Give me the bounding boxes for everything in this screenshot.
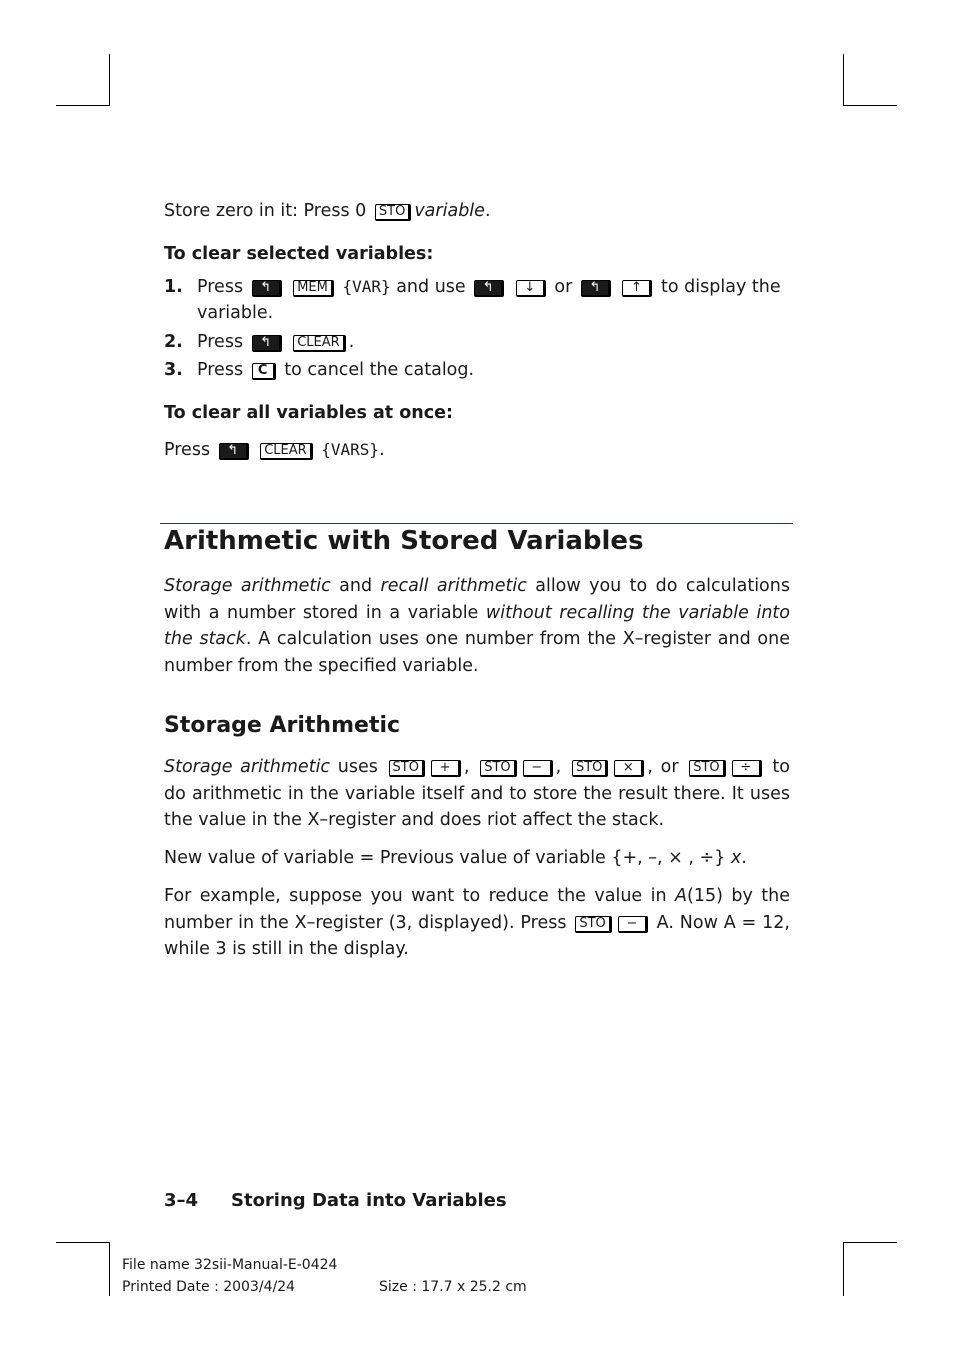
var-menu: {VAR} — [342, 277, 391, 296]
step-2 — [164, 331, 790, 353]
subsection-title: Storage Arithmetic — [164, 713, 401, 738]
body-text: and — [330, 576, 381, 596]
section-rule — [160, 523, 793, 524]
divide-key: ÷ — [732, 760, 762, 777]
body-text: For example, suppose you want to reduce the value in — [164, 886, 676, 906]
sto-key: STO — [389, 760, 425, 777]
step-text — [197, 331, 354, 353]
step-1 — [164, 276, 790, 326]
clear-selected-heading: To clear selected variables: — [164, 244, 434, 264]
body-text: allow you to do calculations with a number stored in a variable — [164, 576, 790, 623]
shift-key: ↰ — [474, 280, 504, 297]
x-var: x — [730, 848, 742, 868]
down-arrow-key: ↓ — [516, 280, 546, 297]
shift-key: ↰ — [581, 280, 611, 297]
var-a: A — [675, 886, 687, 906]
period: . — [741, 848, 747, 868]
step-text — [197, 276, 781, 298]
crop-mark — [56, 1242, 110, 1243]
minus-key: − — [523, 760, 553, 777]
crop-mark — [56, 105, 110, 106]
sto-key: STO — [572, 760, 608, 777]
shift-key: ↰ — [252, 335, 282, 352]
period: . — [379, 440, 385, 460]
formula-text: New value of variable = Previous value of variable {+, –, × , ÷} — [164, 848, 726, 868]
press-text: Press — [197, 277, 244, 297]
print-size: Size : 17.7 x 25.2 cm — [379, 1279, 527, 1295]
shift-key: ↰ — [219, 443, 249, 460]
step-number: 1. — [164, 277, 183, 297]
up-arrow-key: ↑ — [622, 280, 652, 297]
display-text: to display the — [661, 277, 781, 297]
formula-line — [164, 847, 747, 869]
store-zero-line — [164, 200, 491, 222]
step-3 — [164, 359, 790, 381]
sto-key: STO — [480, 760, 516, 777]
body-text: (15) by the number in the X–register (3, displayed). Press — [164, 886, 790, 933]
c-key: C — [252, 363, 276, 380]
clear-key: CLEAR — [260, 443, 312, 460]
or-text: , or — [647, 757, 679, 777]
times-key: × — [614, 760, 644, 777]
cancel-text: to cancel the catalog. — [284, 360, 475, 380]
press-text: Press — [197, 360, 244, 380]
em-text: Storage arithmetic — [164, 576, 331, 596]
clear-all-line — [164, 439, 385, 461]
body-text: arithmetic in the variable itself and to store the result there. It uses the value in the X–register and does riot affect the stack. — [164, 783, 790, 830]
plus-key: + — [431, 760, 461, 777]
comma: , — [463, 757, 470, 777]
body-text: uses — [337, 757, 378, 777]
crop-mark — [109, 1242, 110, 1296]
sto-key: STO — [575, 916, 611, 933]
sto-key: STO — [375, 204, 411, 221]
sto-key: STO — [689, 760, 725, 777]
or-text: or — [554, 277, 573, 297]
clear-all-heading: To clear all variables at once: — [164, 403, 453, 423]
body-text: A. Now A = 12, while 3 is still in the display. — [164, 912, 790, 959]
chapter-title: Storing Data into Variables — [231, 1190, 507, 1211]
press-text: Press — [164, 440, 211, 460]
crop-mark — [843, 105, 897, 106]
storage-paragraph — [164, 754, 790, 834]
page-number: 3–4 — [164, 1190, 199, 1211]
variable-text: variable — [414, 201, 485, 221]
crop-mark — [843, 1242, 844, 1296]
step-cont: variable. — [197, 303, 274, 323]
printed-date: Printed Date : 2003/4/24 — [122, 1279, 296, 1295]
em-text: recall arithmetic — [380, 576, 527, 596]
step-number: 3. — [164, 360, 183, 380]
comma: , — [555, 757, 562, 777]
file-name: File name 32sii-Manual-E-0424 — [122, 1257, 338, 1273]
section-title: Arithmetic with Stored Variables — [164, 526, 644, 556]
clear-key: CLEAR — [293, 335, 345, 352]
store-zero-text: Store zero in it: Press 0 — [164, 201, 367, 221]
minus-key: − — [618, 916, 648, 933]
section-paragraph — [164, 573, 790, 679]
crop-mark — [843, 54, 844, 106]
period: . — [484, 201, 491, 221]
crop-mark — [843, 1242, 897, 1243]
and-use-text: and use — [396, 277, 466, 297]
vars-menu: {VARS} — [321, 440, 380, 459]
example-paragraph — [164, 883, 790, 963]
shift-key: ↰ — [252, 280, 282, 297]
step-text — [197, 359, 474, 381]
mem-key: MEM — [293, 280, 334, 297]
step-number: 2. — [164, 332, 183, 352]
press-text: Press — [197, 332, 244, 352]
em-text: Storage arithmetic — [164, 757, 331, 777]
crop-mark — [109, 54, 110, 106]
body-text: to do — [164, 757, 790, 804]
em-text: without recalling the variable into the stack — [164, 602, 790, 649]
period: . — [348, 332, 355, 352]
body-text: . A calculation uses one number from the X–register and one number from the specified variable. — [164, 629, 790, 676]
